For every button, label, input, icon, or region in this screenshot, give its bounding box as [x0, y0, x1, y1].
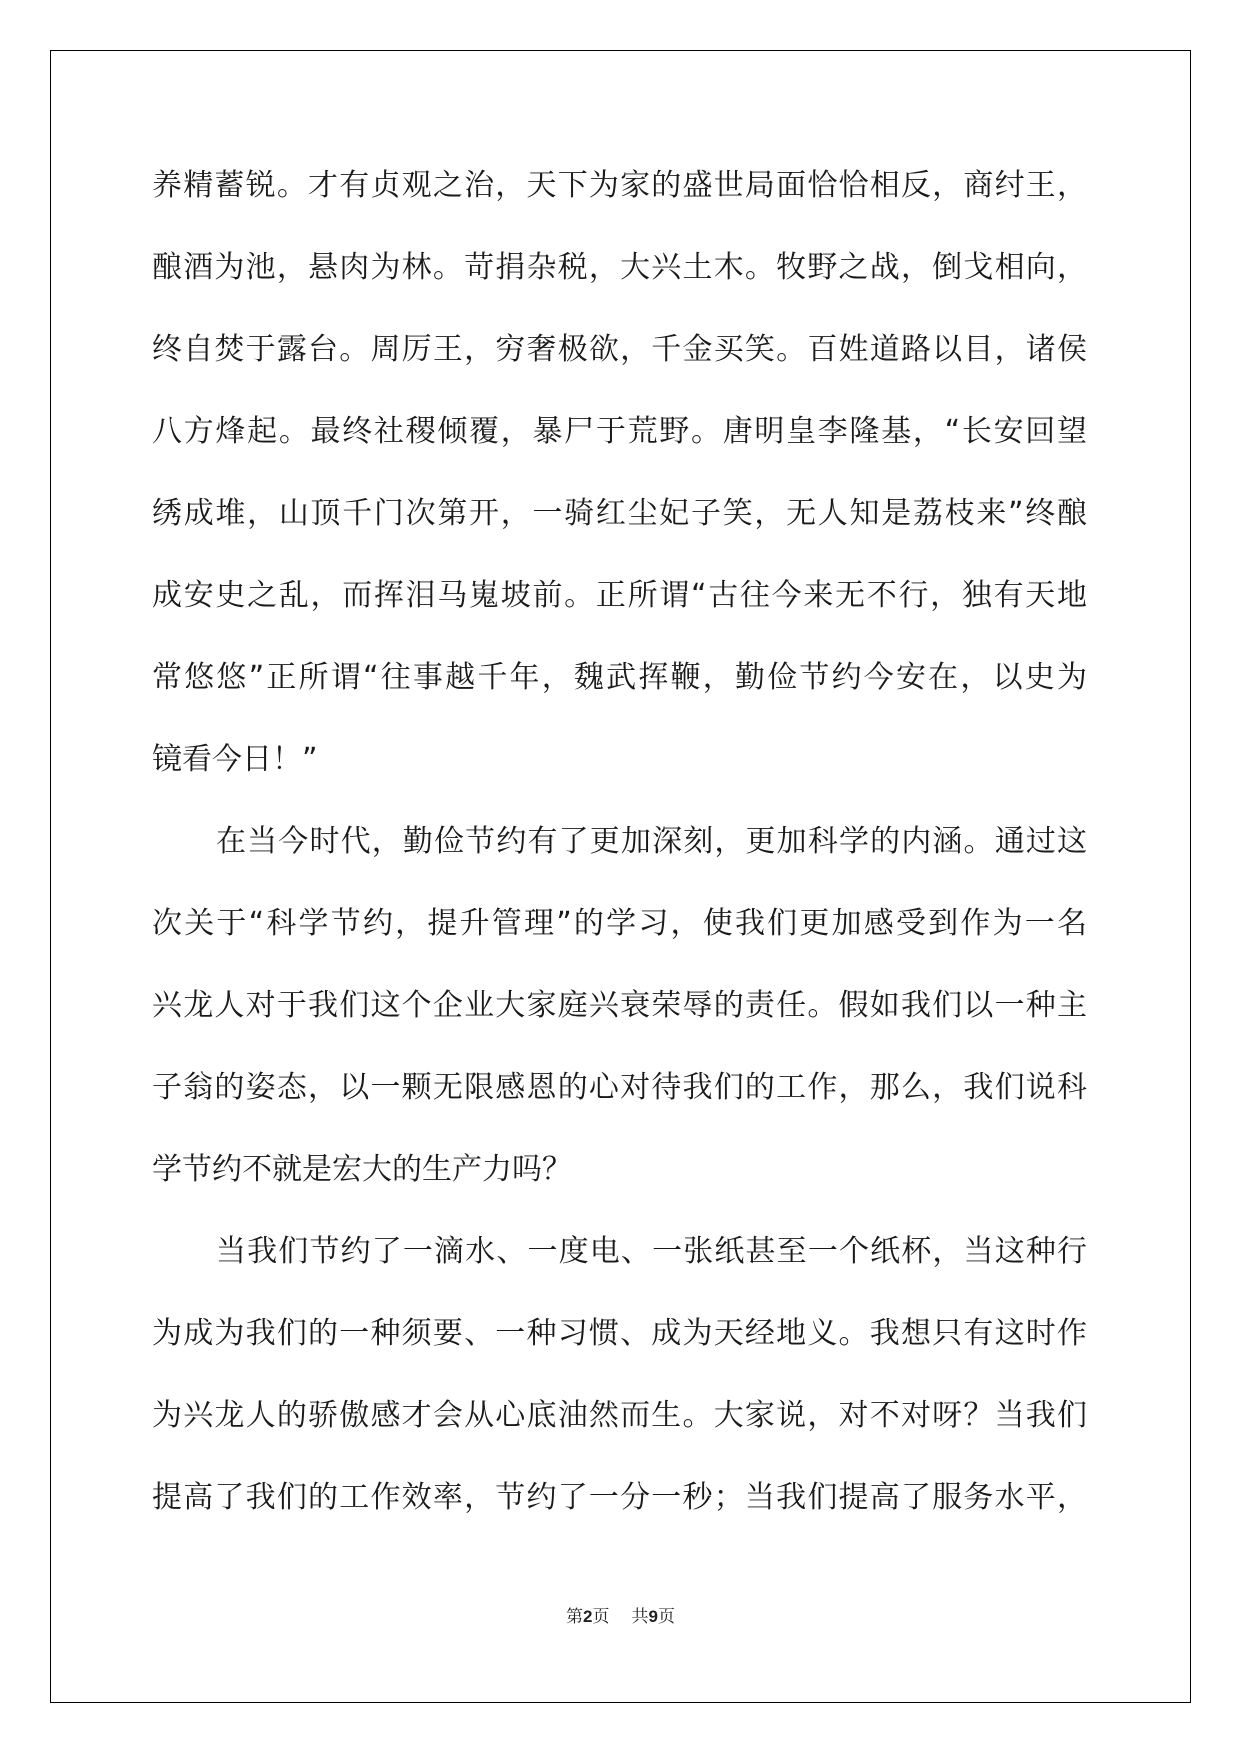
text-line: 常悠悠”正所谓“往事越千年，魏武挥鞭，勤俭节约今安在，以史为 — [152, 660, 1087, 695]
page-number: 2 — [583, 1607, 593, 1626]
paragraph-first-line: 当我们节约了一滴水、一度电、一张纸甚至一个纸杯，当这种行 — [216, 1234, 1087, 1269]
page-label-suffix: 页 — [592, 1607, 610, 1627]
page-label-prefix: 第 — [566, 1607, 584, 1627]
text-line: 成安史之乱，而挥泪马嵬坡前。正所谓“古往今来无不行，独有天地 — [152, 578, 1087, 613]
text-line: 兴龙人对于我们这个企业大家庭兴衰荣辱的责任。假如我们以一种主 — [152, 988, 1087, 1023]
text-line: 镜看今日！” — [152, 742, 318, 777]
total-label-prefix: 共 — [631, 1607, 649, 1627]
paragraph-first-line: 在当今时代，勤俭节约有了更加深刻，更加科学的内涵。通过这 — [216, 824, 1087, 859]
text-line: 酿酒为池，悬肉为林。苛捐杂税，大兴土木。牧野之战，倒戈相向， — [152, 250, 1087, 285]
total-label-suffix: 页 — [657, 1607, 675, 1627]
text-line: 八方烽起。最终社稷倾覆，暴尸于荒野。唐明皇李隆基，“长安回望 — [152, 414, 1087, 449]
page-footer — [0, 1602, 1241, 1627]
text-line: 为成为我们的一种须要、一种习惯、成为天经地义。我想只有这时作 — [152, 1316, 1087, 1351]
text-line: 终自焚于露台。周厉王，穷奢极欲，千金买笑。百姓道路以目，诸侯 — [152, 332, 1087, 367]
document-body — [152, 162, 1087, 1556]
text-line: 养精蓄锐。才有贞观之治，天下为家的盛世局面恰恰相反，商纣王， — [152, 168, 1087, 203]
text-line: 提高了我们的工作效率，节约了一分一秒；当我们提高了服务水平， — [152, 1480, 1087, 1515]
total-pages: 9 — [648, 1607, 658, 1626]
text-line: 为兴龙人的骄傲感才会从心底油然而生。大家说，对不对呀？当我们 — [152, 1398, 1087, 1433]
text-line: 次关于“科学节约，提升管理”的学习，使我们更加感受到作为一名 — [152, 906, 1087, 941]
text-line: 子翁的姿态，以一颗无限感恩的心对待我们的工作，那么，我们说科 — [152, 1070, 1087, 1105]
text-line: 绣成堆，山顶千门次第开，一骑红尘妃子笑，无人知是荔枝来”终酿 — [152, 496, 1087, 531]
text-line: 学节约不就是宏大的生产力吗？ — [152, 1152, 572, 1187]
